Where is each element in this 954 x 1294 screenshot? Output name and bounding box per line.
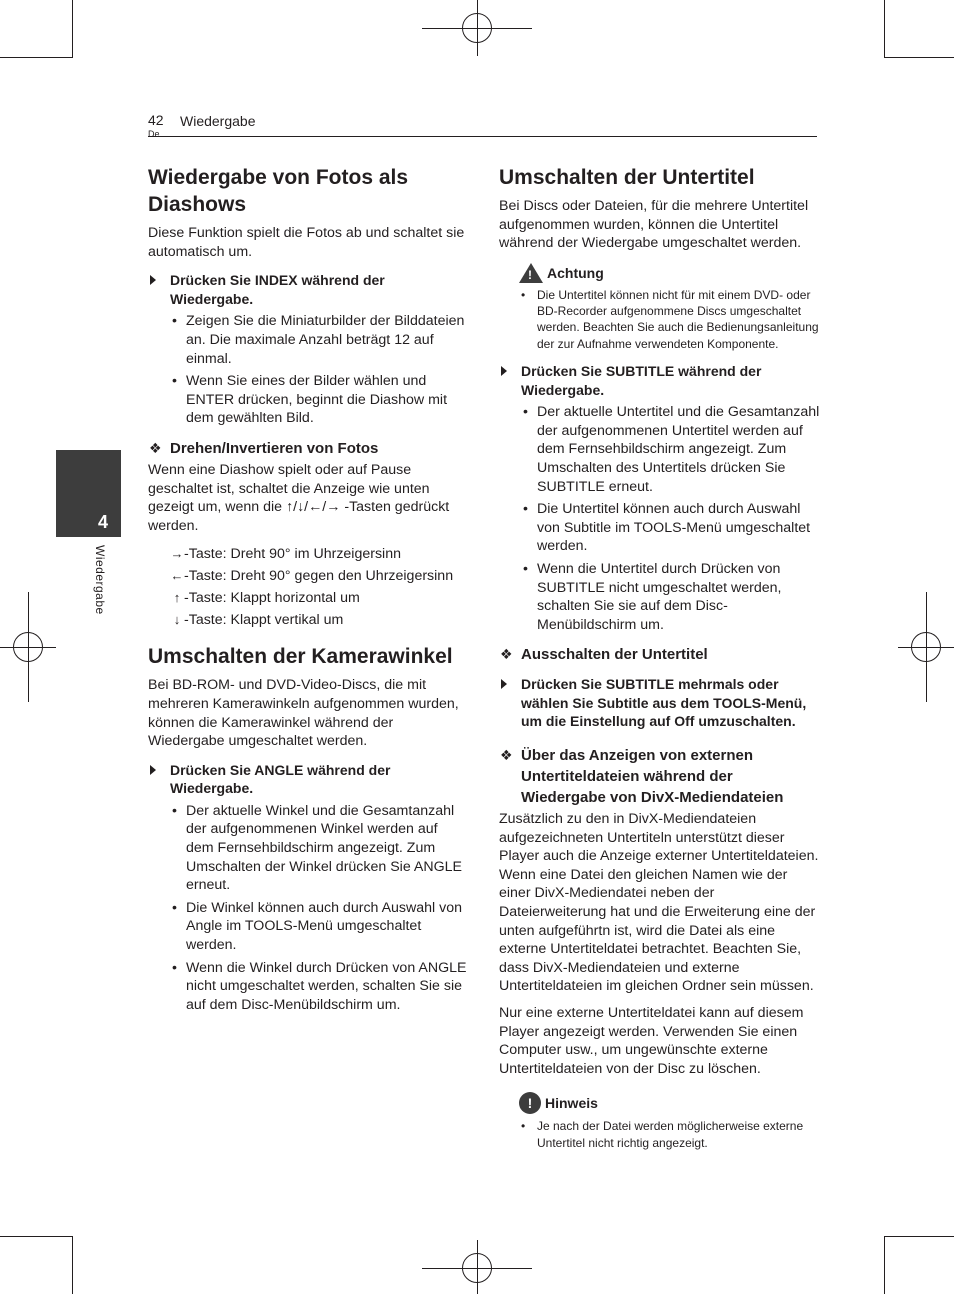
list-item: • Die Winkel können auch durch Auswahl von Angle im TOOLS-Menü umgeschaltet werden. [186,899,468,955]
subheading-subtitle-off [499,644,821,665]
photos-intro: Diese Funktion spielt die Fotos ab und schaltet sie automatisch um. [148,225,465,260]
step-subtitle-off: Drücken Sie SUBTITLE mehrmals oder wählen Sie Subtitle aus dem TOOLS-Menü, um die Einstellung auf Off umzuschalten. [499,675,821,731]
caution-title: Achtung [547,264,604,281]
arrow-left-icon: ← [170,568,184,584]
note-title: Hinweis [545,1095,598,1112]
crop-mark [72,0,73,58]
note-text: • Je nach der Datei werden möglicherweise externe Untertitel nicht richtig angezeigt. [537,1118,821,1151]
list-item: • Wenn die Untertitel durch Drücken von SUBTITLE nicht umgeschaltet werden, schalten Sie sie auf dem Disc-Menübildschirm um. [537,560,821,634]
subheading-external-label: Über das Anzeigen von externen Untertiteldateien während der Wiedergabe von DivX-Mediendateien [521,747,784,807]
heading-photo-slideshow: Wiedergabe von Fotos als Diashows [148,166,409,216]
list-item: • Wenn Sie eines der Bilder wählen und ENTER drücken, beginnt die Diashow mit dem gewählten Bild. [186,372,468,428]
registration-mark [422,1268,532,1269]
subtitle-intro: Bei Discs oder Dateien, für die mehrere Untertitel aufgenommen wurden, können die Untertitel während der Wiedergabe umgeschaltet werden. [499,198,809,252]
rotate-item-text: -Taste: Dreht 90° gegen den Uhrzeigersinn [184,568,454,585]
registration-mark [0,647,56,648]
note-box [519,1092,821,1151]
step-angle: Drücken Sie ANGLE während der Wiedergabe. [148,761,468,798]
chapter-tab [56,450,121,537]
registration-mark [477,1240,478,1294]
registration-mark [898,647,954,648]
list-item: • Die Untertitel können auch durch Auswahl von Subtitle im TOOLS-Menü umgeschaltet werden. [537,500,821,556]
heading-camera-angle: Umschalten der Kamerawinkel [148,645,453,669]
page-header [148,112,817,137]
index-bullet-list [148,312,468,428]
diamond-icon: ❖ [149,439,162,456]
subheading-rotate [148,438,468,459]
header-section-title: Wiedergabe [180,113,256,129]
arrow-down-icon: ↓ [173,612,181,628]
list-item: • Der aktuelle Untertitel und die Gesamtanzahl der aufgenommenen Untertitel werden auf dem Fernsehbildschirm angezeigt. Zum Umschalten des Untertitels drücken Sie SUBTITLE erneut. [537,403,821,496]
crop-mark [72,1236,73,1294]
diamond-icon: ❖ [500,646,513,663]
chapter-label: Wiedergabe [93,545,107,615]
crop-mark [0,57,72,58]
caution-text: • Die Untertitel können nicht für mit einem DVD- oder BD-Recorder aufgenommene Discs umgeschaltet werden. Beachten Sie auch die Bedienungsanleitung der zur Aufnahme verwendeten Komponente. [537,287,821,352]
angle-intro: Bei BD-ROM- und DVD-Video-Discs, die mit mehreren Kamerawinkeln aufgenommen wurden, können die Kamerawinkel während der Wiedergabe umgeschaltet werden. [148,677,459,750]
rotate-item-text: -Taste: Klappt horizontal um [184,590,360,607]
external-paragraph-2: Nur eine externe Untertiteldatei kann auf diesem Player angezeigt werden. Verwenden Sie einen Computer usw., um ungewünschte externe Untertiteldateien von der Disc zu löschen. [499,1005,804,1077]
diamond-icon: ❖ [500,747,513,764]
crop-mark [884,1236,954,1237]
rotate-item-text: -Taste: Klappt vertikal um [184,612,344,629]
rotate-item [148,609,468,631]
arrow-up-icon: ↑ [173,590,181,606]
page-language: De [148,129,160,139]
heading-subtitle: Umschalten der Untertitel [499,166,755,189]
left-column [148,164,468,1020]
rotate-item [148,543,468,565]
subheading-external-subtitles [499,745,821,808]
subheading-rotate-label: Drehen/Invertieren von Fotos [170,439,379,457]
rotate-item [148,565,468,587]
warning-triangle-icon: ! [519,263,543,283]
subtitle-bullet-list [499,403,821,634]
right-column [499,164,821,1157]
list-item: • Wenn die Winkel durch Drücken von ANGLE nicht umgeschaltet werden, schalten Sie sie auf dem Disc-Menübildschirm um. [186,959,468,1015]
angle-bullet-list [148,802,468,1015]
step-subtitle: Drücken Sie SUBTITLE während der Wiedergabe. [499,362,821,399]
exclamation-circle-icon: ! [519,1092,541,1114]
registration-mark [422,28,532,29]
rotate-item-text: -Taste: Dreht 90° im Uhrzeigersinn [184,546,401,563]
page-number: 42 [148,112,164,128]
rotate-item [148,587,468,609]
step-index: Drücken Sie INDEX während der Wiedergabe. [148,271,468,308]
list-item: • Der aktuelle Winkel und die Gesamtanzahl der aufgenommenen Winkel werden auf dem Fernsehbildschirm angezeigt. Zum Umschalten der Winkel drücken Sie ANGLE erneut. [186,802,468,895]
crop-mark [884,57,954,58]
rotate-intro: Wenn eine Diashow spielt oder auf Pause geschaltet ist, schaltet die Anzeige wie unten gezeigt um, wenn die ↑/↓/←/→ -Tasten gedrückt werden. [148,461,450,534]
crop-mark [0,1236,72,1237]
subheading-subtitle-off-label: Ausschalten der Untertitel [521,646,708,664]
external-paragraph-1: Zusätzlich zu den in DivX-Mediendateien aufgezeichneten Untertiteln unterstützt dieser Player auch die Anzeige externer Untertiteldateien. Wenn eine Datei den gleichen Namen wie der einer DivX-Mediendatei neben der Dateierweiterung hat und die Erweiterung eine der unten aufgeführtn ist, wird die Datei als eine externe Untertiteldatei betrachtet. Beachten Sie, dass DivX-Mediendateien und externe Untertiteldateien im gleichen Ordner sein müssen. [499,811,819,995]
chapter-number: 4 [98,512,109,532]
crop-mark [884,1236,885,1294]
arrow-right-icon: → [170,546,184,562]
crop-mark [884,0,885,58]
list-item: • Zeigen Sie die Miniaturbilder der Bilddateien an. Die maximale Anzahl beträgt 12 auf einmal. [186,312,468,368]
caution-box [519,263,821,352]
